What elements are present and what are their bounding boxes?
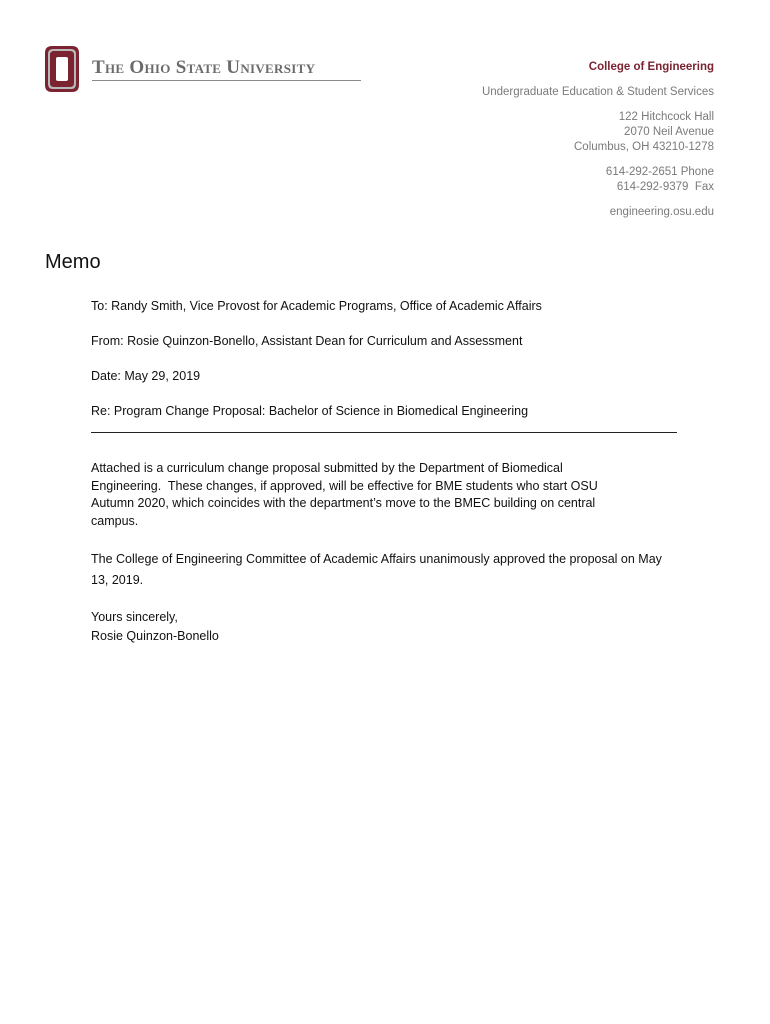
osu-logo bbox=[44, 45, 80, 93]
memo-body-paragraph-2 bbox=[91, 549, 691, 591]
street-address bbox=[482, 110, 714, 155]
paragraph-line: The College of Engineering Committee of Academic Affairs unanimously approved the proposal on May bbox=[91, 552, 662, 566]
college-address-block bbox=[482, 60, 714, 220]
paragraph-line: Autumn 2020, which coincides with the department’s move to the BMEC building on central bbox=[91, 496, 596, 510]
memo-title: Memo bbox=[45, 251, 101, 273]
contact-numbers bbox=[482, 165, 714, 195]
memo-subject: Re: Program Change Proposal: Bachelor of Science in Biomedical Engineering bbox=[91, 404, 529, 418]
department-name: Undergraduate Education & Student Services bbox=[481, 86, 714, 98]
memo-body-paragraph-1 bbox=[91, 460, 691, 530]
paragraph-line: Engineering. These changes, if approved, will be effective for BME students who start OSU bbox=[91, 478, 598, 493]
memo-closing-block bbox=[91, 608, 219, 645]
closing-salutation: Yours sincerely, bbox=[91, 610, 178, 624]
memo-to: To: Randy Smith, Vice Provost for Academic Programs, Office of Academic Affairs bbox=[91, 299, 542, 313]
paragraph-line: 13, 2019. bbox=[91, 573, 144, 587]
paragraph-line: campus. bbox=[91, 513, 139, 528]
block-o-logo-icon bbox=[44, 45, 80, 93]
address-line: 122 Hitchcock Hall bbox=[618, 111, 714, 123]
college-name: College of Engineering bbox=[588, 61, 714, 73]
university-wordmark: The Ohio State University bbox=[92, 57, 316, 78]
fax-number: 614-292-9379 Fax bbox=[616, 181, 714, 193]
memo-date: Date: May 29, 2019 bbox=[91, 369, 201, 383]
phone-number: 614-292-2651 Phone bbox=[605, 166, 714, 178]
wordmark-underline bbox=[92, 80, 361, 81]
address-line: Columbus, OH 43210-1278 bbox=[574, 141, 714, 153]
memo-from: From: Rosie Quinzon-Bonello, Assistant Dean for Curriculum and Assessment bbox=[91, 334, 523, 348]
header-divider bbox=[91, 432, 677, 433]
address-line: 2070 Neil Avenue bbox=[624, 126, 714, 138]
signature-name: Rosie Quinzon-Bonello bbox=[91, 628, 219, 643]
website-link[interactable]: engineering.osu.edu bbox=[609, 206, 714, 218]
paragraph-line: Attached is a curriculum change proposal submitted by the Department of Biomedical bbox=[91, 461, 563, 475]
